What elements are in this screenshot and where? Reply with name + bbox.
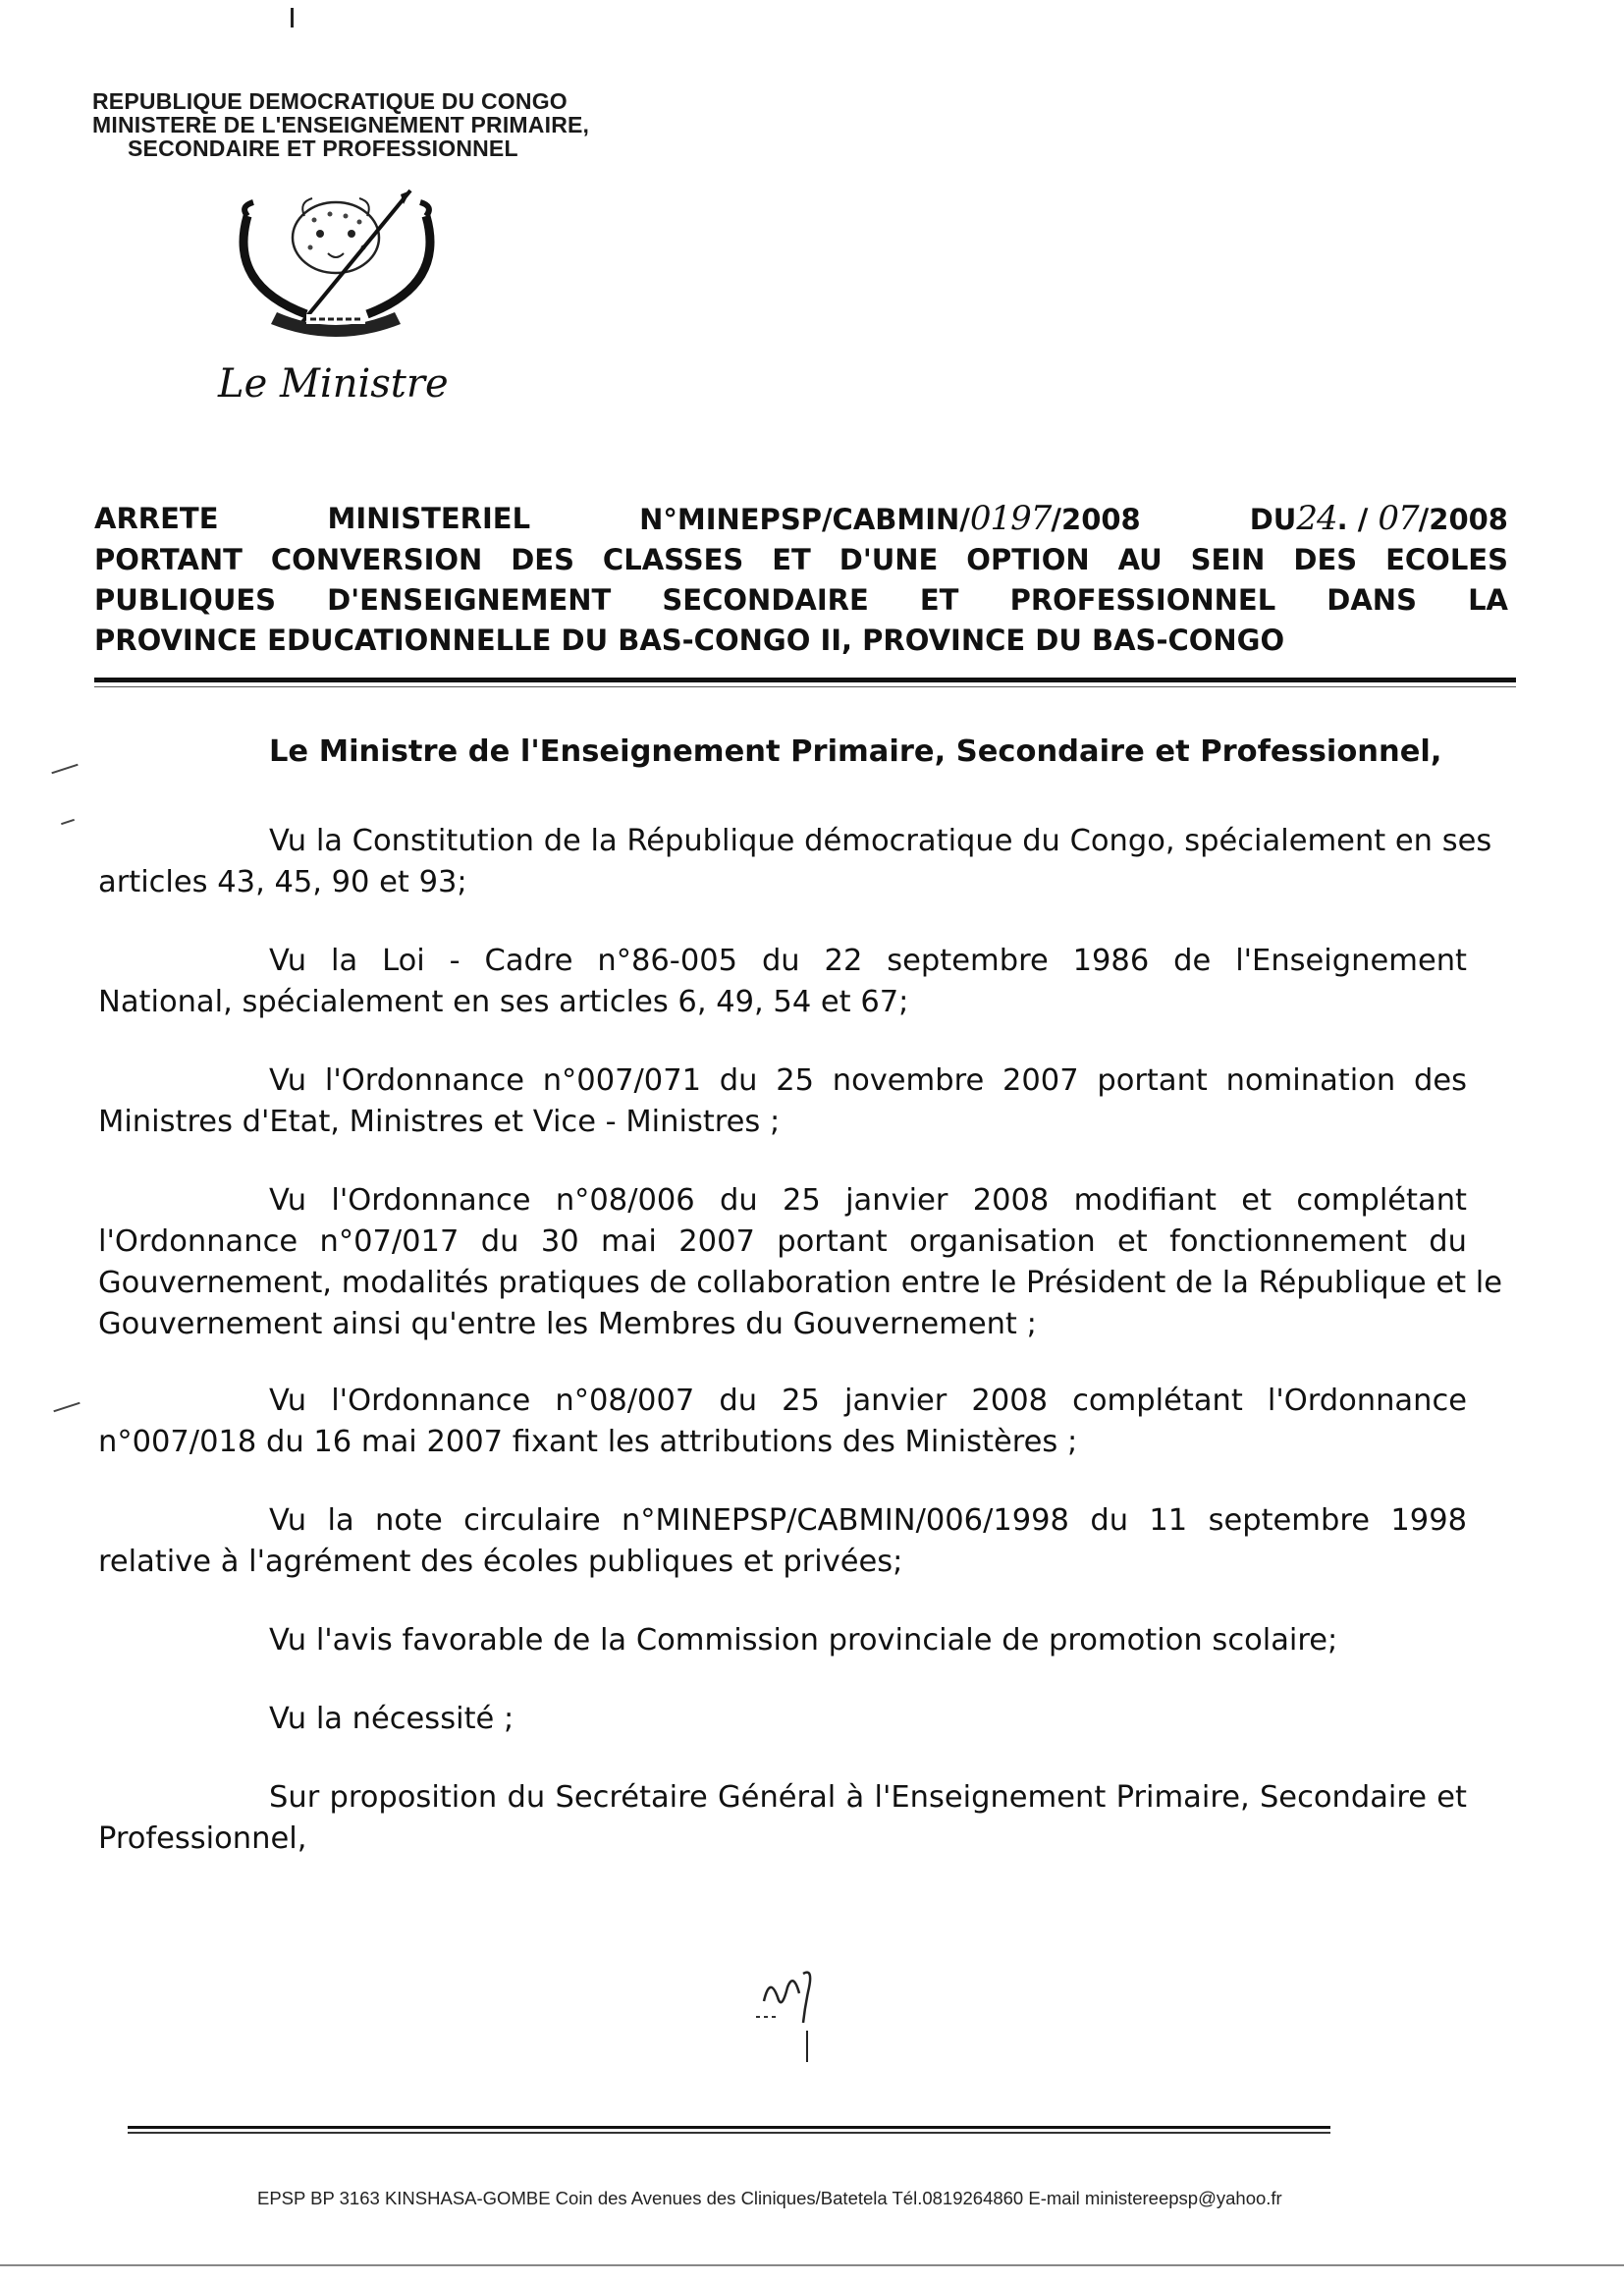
paragraph-line: Gouvernement ainsi qu'entre les Membres du Gouvernement ; (98, 1307, 1037, 1341)
letterhead-ministry: MINISTERE DE L'ENSEIGNEMENT PRIMAIRE, (92, 112, 590, 137)
paragraph-line: Vu la Constitution de la République démocratique du Congo, spécialement en ses (269, 824, 1492, 858)
paragraph-loi-cadre (98, 941, 1467, 1023)
letterhead-country: REPUBLIQUE DEMOCRATIQUE DU CONGO (92, 88, 568, 114)
footer-divider-thin (128, 2132, 1330, 2134)
decree-title (94, 499, 1508, 661)
signature-heading: Le Ministre (218, 361, 449, 407)
ref-year: /2008 (1051, 503, 1141, 536)
title-divider (94, 678, 1516, 682)
title-word-arrete: ARRETE (94, 502, 219, 535)
letterhead-ministry-cont: SECONDAIRE ET PROFESSIONNEL (128, 136, 518, 161)
paragraph-line: l'Ordonnance n°07/017 du 30 mai 2007 portant organisation et fonctionnement du (98, 1224, 1467, 1259)
paragraph-line: Professionnel, (98, 1821, 307, 1856)
ref-prefix: N°MINEPSP/CABMIN/ (639, 503, 970, 536)
date-separator: . / (1336, 503, 1379, 536)
page-bottom-edge (0, 2264, 1624, 2266)
footer-contact: EPSP BP 3163 KINSHASA-GOMBE Coin des Avenues des Cliniques/Batetela Tél.0819264860 E-mail ministereepsp@yahoo.fr (257, 2188, 1282, 2208)
paragraph-avis (98, 1620, 1467, 1661)
paragraph-note-circulaire (98, 1500, 1467, 1583)
paragraph-ordonnance-007 (98, 1381, 1467, 1463)
paragraph-ordonnance-071 (98, 1060, 1467, 1143)
paragraph-line: Vu la nécessité ; (269, 1702, 514, 1736)
scan-mark (291, 8, 294, 27)
paragraph-constitution (98, 821, 1492, 903)
paragraph-ordonnance-006 (98, 1180, 1503, 1345)
paragraph-necessite (98, 1699, 1467, 1740)
paragraph-line: Ministres d'Etat, Ministres et Vice - Ministres ; (98, 1105, 781, 1139)
paragraph-proposition (98, 1777, 1467, 1860)
paragraph-line: Vu l'Ordonnance n°08/007 du 25 janvier 2008 complétant l'Ordonnance (269, 1384, 1467, 1418)
title-line-4: PROVINCE EDUCATIONNELLE DU BAS-CONGO II, PROVINCE DU BAS-CONGO (94, 624, 1285, 657)
paragraph-line: Gouvernement, modalités pratiques de collaboration entre le Président de la République et le (98, 1266, 1503, 1300)
footer-divider (128, 2126, 1330, 2129)
decree-date (1250, 499, 1508, 540)
handwritten-month: 07 (1378, 499, 1419, 538)
margin-mark (61, 819, 75, 825)
title-line-2: PORTANT CONVERSION DES CLASSES ET D'UNE OPTION AU SEIN DES ECOLES (94, 543, 1508, 576)
handwritten-day: 24 (1296, 499, 1337, 538)
paragraph-line: Vu l'avis favorable de la Commission provinciale de promotion scolaire; (269, 1623, 1338, 1657)
margin-mark (51, 764, 78, 775)
paragraph-line: articles 43, 45, 90 et 93; (98, 865, 467, 899)
paragraph-line: Sur proposition du Secrétaire Général à l'Enseignement Primaire, Secondaire et (269, 1780, 1467, 1815)
title-word-ministeriel: MINISTERIEL (327, 502, 531, 535)
date-year: /2008 (1418, 503, 1508, 536)
paragraph-line: Vu la note circulaire n°MINEPSP/CABMIN/006/1998 du 11 septembre 1998 (269, 1503, 1467, 1538)
preamble-heading: Le Ministre de l'Enseignement Primaire, Secondaire et Professionnel, (269, 734, 1442, 769)
paragraph-line: relative à l'agrément des écoles publiques et privées; (98, 1545, 903, 1579)
decree-reference-line (94, 499, 1508, 540)
decree-reference (639, 499, 1141, 540)
paragraph-line: National, spécialement en ses articles 6, 49, 54 et 67; (98, 985, 909, 1019)
letterhead (92, 89, 589, 160)
coat-of-arms-emblem (208, 177, 463, 344)
paragraph-line: Vu l'Ordonnance n°007/071 du 25 novembre 2007 portant nomination des (269, 1063, 1467, 1098)
paragraph-line: n°007/018 du 16 mai 2007 fixant les attributions des Ministères ; (98, 1425, 1078, 1459)
handwritten-initials (746, 1962, 835, 2070)
paragraph-line: Vu la Loi - Cadre n°86-005 du 22 septembre 1986 de l'Enseignement (269, 944, 1467, 978)
title-line-3: PUBLIQUES D'ENSEIGNEMENT SECONDAIRE ET PROFESSIONNEL DANS LA (94, 583, 1508, 617)
margin-mark (53, 1402, 80, 1413)
paragraph-line: Vu l'Ordonnance n°08/006 du 25 janvier 2008 modifiant et complétant (269, 1183, 1467, 1218)
title-divider-thin (94, 686, 1516, 687)
date-du: DU (1249, 503, 1297, 536)
handwritten-ref-number: 0197 (969, 499, 1052, 538)
